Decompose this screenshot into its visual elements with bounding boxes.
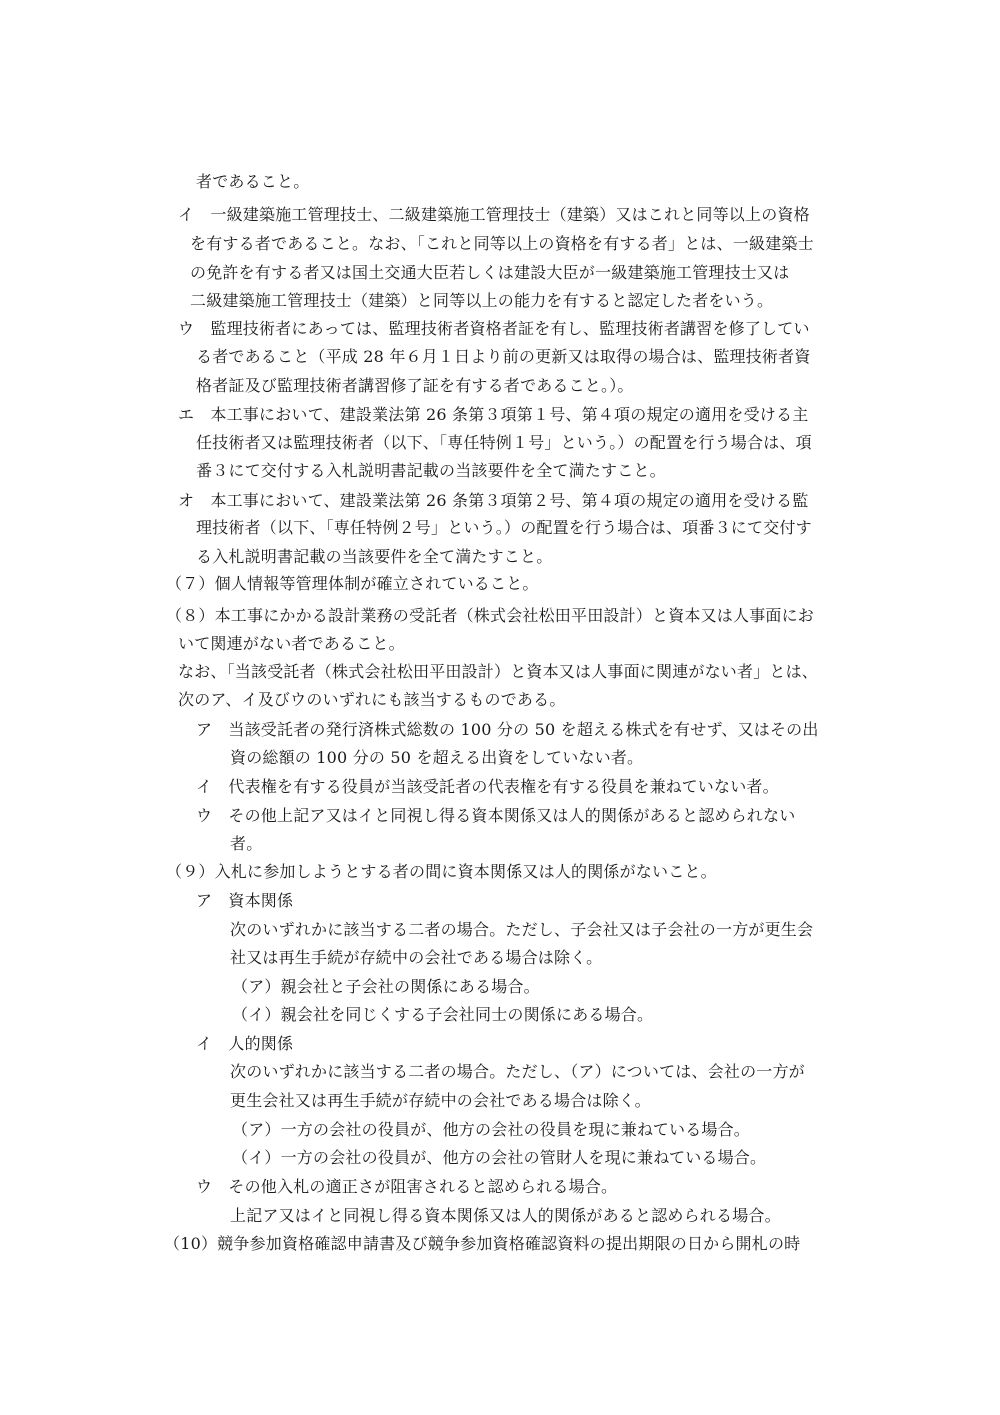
text-line: いて関連がない者であること。	[178, 634, 405, 653]
text-line: エ 本工事において、建設業法第 26 条第３項第１号、第４項の規定の適用を受ける主	[178, 405, 809, 424]
text-line: 番３にて交付する入札説明書記載の当該要件を全て満たすこと。	[196, 461, 666, 480]
text-line: 社又は再生手続が存続中の会社である場合は除く。	[230, 948, 603, 967]
text-line: オ 本工事において、建設業法第 26 条第３項第２号、第４項の規定の適用を受ける監	[178, 491, 809, 510]
text-line: イ 一級建築施工管理技士、二級建築施工管理技士（建築）又はこれと同等以上の資格	[178, 205, 810, 224]
text-line: （８）本工事にかかる設計業務の受託者（株式会社松田平田設計）と資本又は人事面にお	[166, 606, 815, 625]
text-line: （10）競争参加資格確認申請書及び競争参加資格確認資料の提出期限の日から開札の時	[164, 1234, 801, 1253]
text-line: 理技術者（以下、「専任特例２号」という。）の配置を行う場合は、項番３にて交付す	[196, 518, 812, 537]
text-line: （９）入札に参加しようとする者の間に資本関係又は人的関係がないこと。	[166, 862, 717, 881]
text-line: 次のいずれかに該当する二者の場合。ただし、子会社又は子会社の一方が更生会	[230, 920, 814, 939]
text-line: 者。	[230, 834, 263, 853]
text-line: （ア）一方の会社の役員が、他方の会社の役員を現に兼ねている場合。	[232, 1120, 751, 1139]
text-line: を有する者であること。なお、「これと同等以上の資格を有する者」とは、一級建築士	[190, 234, 814, 253]
text-line: の免許を有する者又は国土交通大臣若しくは建設大臣が一級建築施工管理技士又は	[190, 263, 790, 282]
text-line: （イ）親会社を同じくする子会社同士の関係にある場合。	[232, 1005, 654, 1024]
text-line: イ 代表権を有する役員が当該受託者の代表権を有する役員を兼ねていない者。	[196, 777, 779, 796]
text-line: ウ その他入札の適正さが阻害されると認められる場合。	[196, 1177, 618, 1196]
text-line: （７）個人情報等管理体制が確立されていること。	[166, 574, 539, 593]
text-line: ウ その他上記ア又はイと同視し得る資本関係又は人的関係があると認められない	[196, 806, 796, 825]
text-line: （イ）一方の会社の役員が、他方の会社の管財人を現に兼ねている場合。	[232, 1148, 767, 1167]
text-line: 資の総額の 100 分の 50 を超える出資をしていない者。	[230, 748, 644, 767]
text-line: ウ 監理技術者にあっては、監理技術者資格者証を有し、監理技術者講習を修了してい	[178, 319, 810, 338]
text-line: 次のア、イ及びウのいずれにも該当するものである。	[178, 690, 566, 709]
text-line: 格者証及び監理技術者講習修了証を有する者であること。）。	[196, 376, 634, 395]
text-line: ア 資本関係	[196, 891, 294, 910]
text-line: ア 当該受託者の発行済株式総数の 100 分の 50 を超える株式を有せず、又はその出	[196, 720, 819, 739]
text-line: 者であること。	[196, 172, 310, 191]
text-line: 更生会社又は再生手続が存続中の会社である場合は除く。	[230, 1091, 651, 1110]
text-line: る入札説明書記載の当該要件を全て満たすこと。	[196, 547, 553, 566]
text-line: イ 人的関係	[196, 1034, 294, 1053]
text-line: 上記ア又はイと同視し得る資本関係又は人的関係があると認められる場合。	[230, 1206, 781, 1225]
text-line: （ア）親会社と子会社の関係にある場合。	[232, 977, 540, 996]
text-line: 任技術者又は監理技術者（以下、「専任特例１号」という。）の配置を行う場合は、項	[196, 433, 812, 452]
text-line: 次のいずれかに該当する二者の場合。ただし、（ア）については、会社の一方が	[230, 1062, 805, 1081]
text-line: なお、「当該受託者（株式会社松田平田設計）と資本又は人事面に関連がない者」とは、	[178, 662, 819, 681]
text-line: る者であること（平成 28 年６月１日より前の更新又は取得の場合は、監理技術者資	[196, 347, 811, 366]
text-line: 二級建築施工管理技士（建築）と同等以上の能力を有すると認定した者をいう。	[190, 291, 774, 310]
